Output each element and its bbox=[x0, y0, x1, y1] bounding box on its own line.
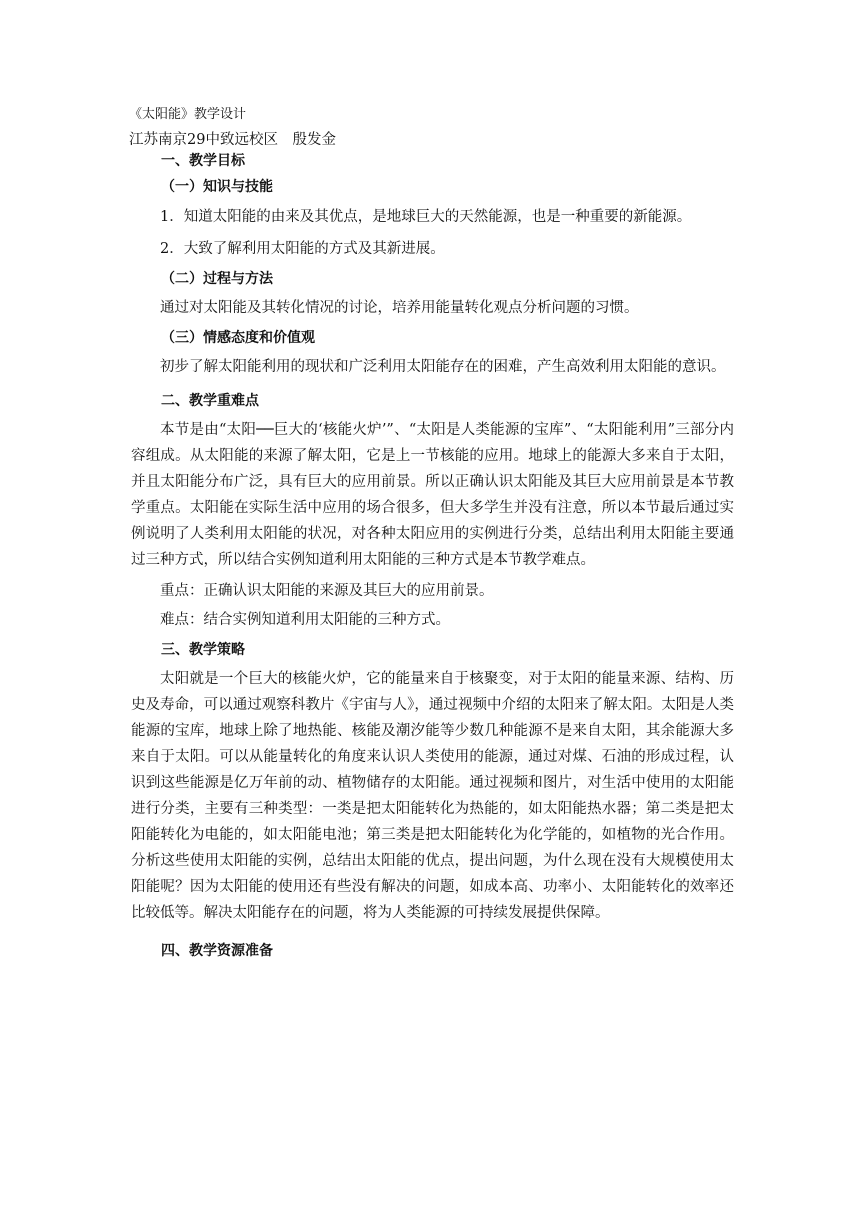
section-heading-key-points: 二、教学重难点 bbox=[161, 393, 259, 409]
subheading-attitude-values: （三）情感态度和价值观 bbox=[161, 330, 315, 346]
section-heading-strategy: 三、教学策略 bbox=[161, 642, 245, 658]
paragraph: 2．大致了解利用太阳能的方式及其新进展。 bbox=[160, 241, 445, 257]
subheading-knowledge-skills: （一）知识与技能 bbox=[161, 179, 273, 195]
section-heading-resources: 四、教学资源准备 bbox=[161, 943, 273, 959]
paragraph: 太阳就是一个巨大的核能火炉，它的能量来自于核聚变，对于太阳的能量来源、结构、历史及寿命，可以通过观察科教片《宇宙与人》，通过视频中介绍的太阳来了解太阳。太阳是人类能源的宝库，地球上除了地热能、核能及潮汐能等少数几种能源不是来自太阳，其余能源大多来自于太阳。可以从能量转化的角度来认识人类使用的能源，通过对煤、石油的形成过程，认识到这些能源是亿万年前的动、植物储存的太阳能。通过视频和图片，对生活中使用的太阳能进行分类，主要有三种类型：一类是把太阳能转化为热能的，如太阳能热水器；第二类是把太阳能转化为电能的，如太阳能电池；第三类是把太阳能转化为化学能的，如植物的光合作用。分析这些使用太阳能的实例，总结出太阳能的优点，提出问题，为什么现在没有大规模使用太阳能呢？因为太阳能的使用还有些没有解决的问题，如成本高、功率小、太阳能转化的效率还比较低等。解决太阳能存在的问题，将为人类能源的可持续发展提供保障。 bbox=[131, 671, 734, 921]
paragraph: 本节是由“太阳──巨大的‘核能火炉’”、“太阳是人类能源的宝库”、“太阳能利用”三部分内容组成。从太阳能的来源了解太阳，它是上一节核能的应用。地球上的能源大多来自于太阳，并且太阳能分布广泛，具有巨大的应用前景。所以正确认识太阳能及其巨大应用前景是本节教学重点。太阳能在实际生活中应用的场合很多，但大多学生并没有注意，所以本节最后通过实例说明了人类利用太阳能的状况，对各种太阳应用的实例进行分类，总结出利用太阳能主要通过三种方式，所以结合实例知道利用太阳能的三种方式是本节教学难点。 bbox=[131, 422, 734, 568]
paragraph: 通过对太阳能及其转化情况的讨论，培养用能量转化观点分析问题的习惯。 bbox=[160, 300, 639, 316]
paragraph: 1．知道太阳能的由来及其优点，是地球巨大的天然能源，也是一种重要的新能源。 bbox=[160, 209, 692, 225]
document-body bbox=[131, 150, 734, 962]
document-title: 《太阳能》教学设计 bbox=[129, 107, 247, 122]
paragraph: 重点：正确认识太阳能的来源及其巨大的应用前景。 bbox=[160, 583, 494, 599]
subheading-process-method: （二）过程与方法 bbox=[161, 271, 273, 287]
author-line: 江苏南京29中致远校区 殷发金 bbox=[129, 132, 336, 148]
paragraph: 初步了解太阳能利用的现状和广泛利用太阳能存在的困难，产生高效利用太阳能的意识。 bbox=[160, 359, 726, 375]
paragraph: 难点：结合实例知道利用太阳能的三种方式。 bbox=[160, 612, 450, 628]
section-heading-objectives: 一、教学目标 bbox=[161, 153, 245, 169]
